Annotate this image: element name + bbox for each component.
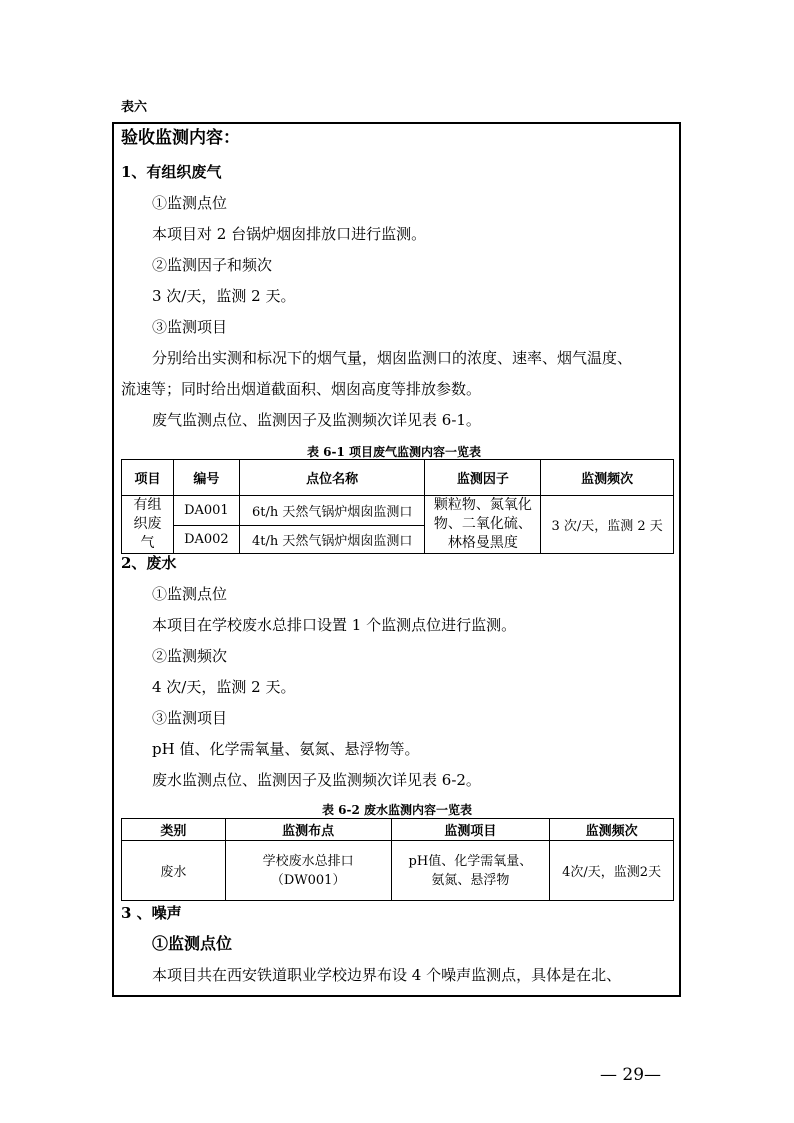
table-header: 类别 — [122, 819, 226, 841]
table-header: 监测布点 — [225, 819, 391, 841]
table-cell-code: DA001 — [173, 496, 239, 526]
paragraph: 4 次/天，监测 2 天。 — [152, 678, 296, 696]
table-header: 编号 — [173, 460, 239, 496]
table-caption: 表 6-1 项目废气监测内容一览表 — [307, 445, 482, 459]
table-cell-code: DA002 — [173, 525, 239, 553]
table-cell-category: 有组织废气 — [122, 496, 174, 554]
subsection-title: ②监测频次 — [152, 647, 228, 665]
table-header: 监测频次 — [550, 819, 674, 841]
subsection-title: ①监测点位 — [152, 585, 228, 603]
paragraph: pH 值、化学需氧量、氨氮、悬浮物等。 — [152, 740, 420, 758]
exhaust-monitoring-table — [121, 459, 674, 554]
paragraph: 3 次/天，监测 2 天。 — [152, 287, 296, 305]
paragraph: 废气监测点位、监测因子及监测频次详见表 6-1。 — [152, 411, 481, 429]
table-cell-items — [391, 841, 550, 901]
table-cell-name: 4t/h 天然气锅炉烟囱监测口 — [239, 525, 425, 553]
table-cell-frequency: 4次/天，监测2天 — [550, 841, 674, 901]
table-header: 监测因子 — [425, 460, 541, 496]
subsection-title: ②监测因子和频次 — [152, 256, 273, 274]
section-title-exhaust: 1、有组织废气 — [121, 163, 222, 181]
subsection-title: ①监测点位 — [152, 934, 233, 953]
subsection-title: ③监测项目 — [152, 709, 228, 727]
table-header: 监测项目 — [391, 819, 550, 841]
subsection-title: ①监测点位 — [152, 194, 228, 212]
page-number: — 29— — [600, 1065, 662, 1085]
paragraph: 本项目对 2 台锅炉烟囱排放口进行监测。 — [152, 225, 427, 243]
table-header: 监测频次 — [541, 460, 674, 496]
table-cell-category: 废水 — [122, 841, 226, 901]
subsection-title: ③监测项目 — [152, 318, 228, 336]
paragraph: 本项目在学校废水总排口设置 1 个监测点位进行监测。 — [152, 616, 517, 634]
table-cell-point-line: 学校废水总排口 — [262, 853, 354, 869]
section-heading: 验收监测内容： — [121, 128, 240, 148]
table-cell-frequency: 3 次/天，监测 2 天 — [541, 496, 674, 554]
section-title-wastewater: 2、废水 — [121, 554, 177, 572]
table-header: 项目 — [122, 460, 174, 496]
table-header: 点位名称 — [239, 460, 425, 496]
paragraph: 流速等；同时给出烟道截面积、烟囱高度等排放参数。 — [121, 380, 482, 398]
table-cell-factors: 颗粒物、氮氧化物、二氧化硫、林格曼黑度 — [425, 496, 541, 554]
table-cell-items-line: pH值、化学需氧量、 — [408, 853, 533, 869]
table-cell-items-line: 氨氮、悬浮物 — [431, 872, 510, 888]
table-caption: 表 6-2 废水监测内容一览表 — [322, 803, 473, 817]
table-cell-name: 6t/h 天然气锅炉烟囱监测口 — [239, 496, 425, 526]
table-label: 表六 — [121, 100, 148, 115]
table-cell-point — [225, 841, 391, 901]
wastewater-monitoring-table — [121, 818, 674, 901]
section-title-noise: 3 、噪声 — [121, 904, 182, 922]
paragraph: 分别给出实测和标况下的烟气量，烟囱监测口的浓度、速率、烟气温度、 — [152, 349, 633, 367]
paragraph: 本项目共在西安铁道职业学校边界布设 4 个噪声监测点，具体是在北、 — [152, 966, 622, 984]
table-cell-point-line: （DW001） — [270, 872, 346, 888]
paragraph: 废水监测点位、监测因子及监测频次详见表 6-2。 — [152, 771, 481, 789]
